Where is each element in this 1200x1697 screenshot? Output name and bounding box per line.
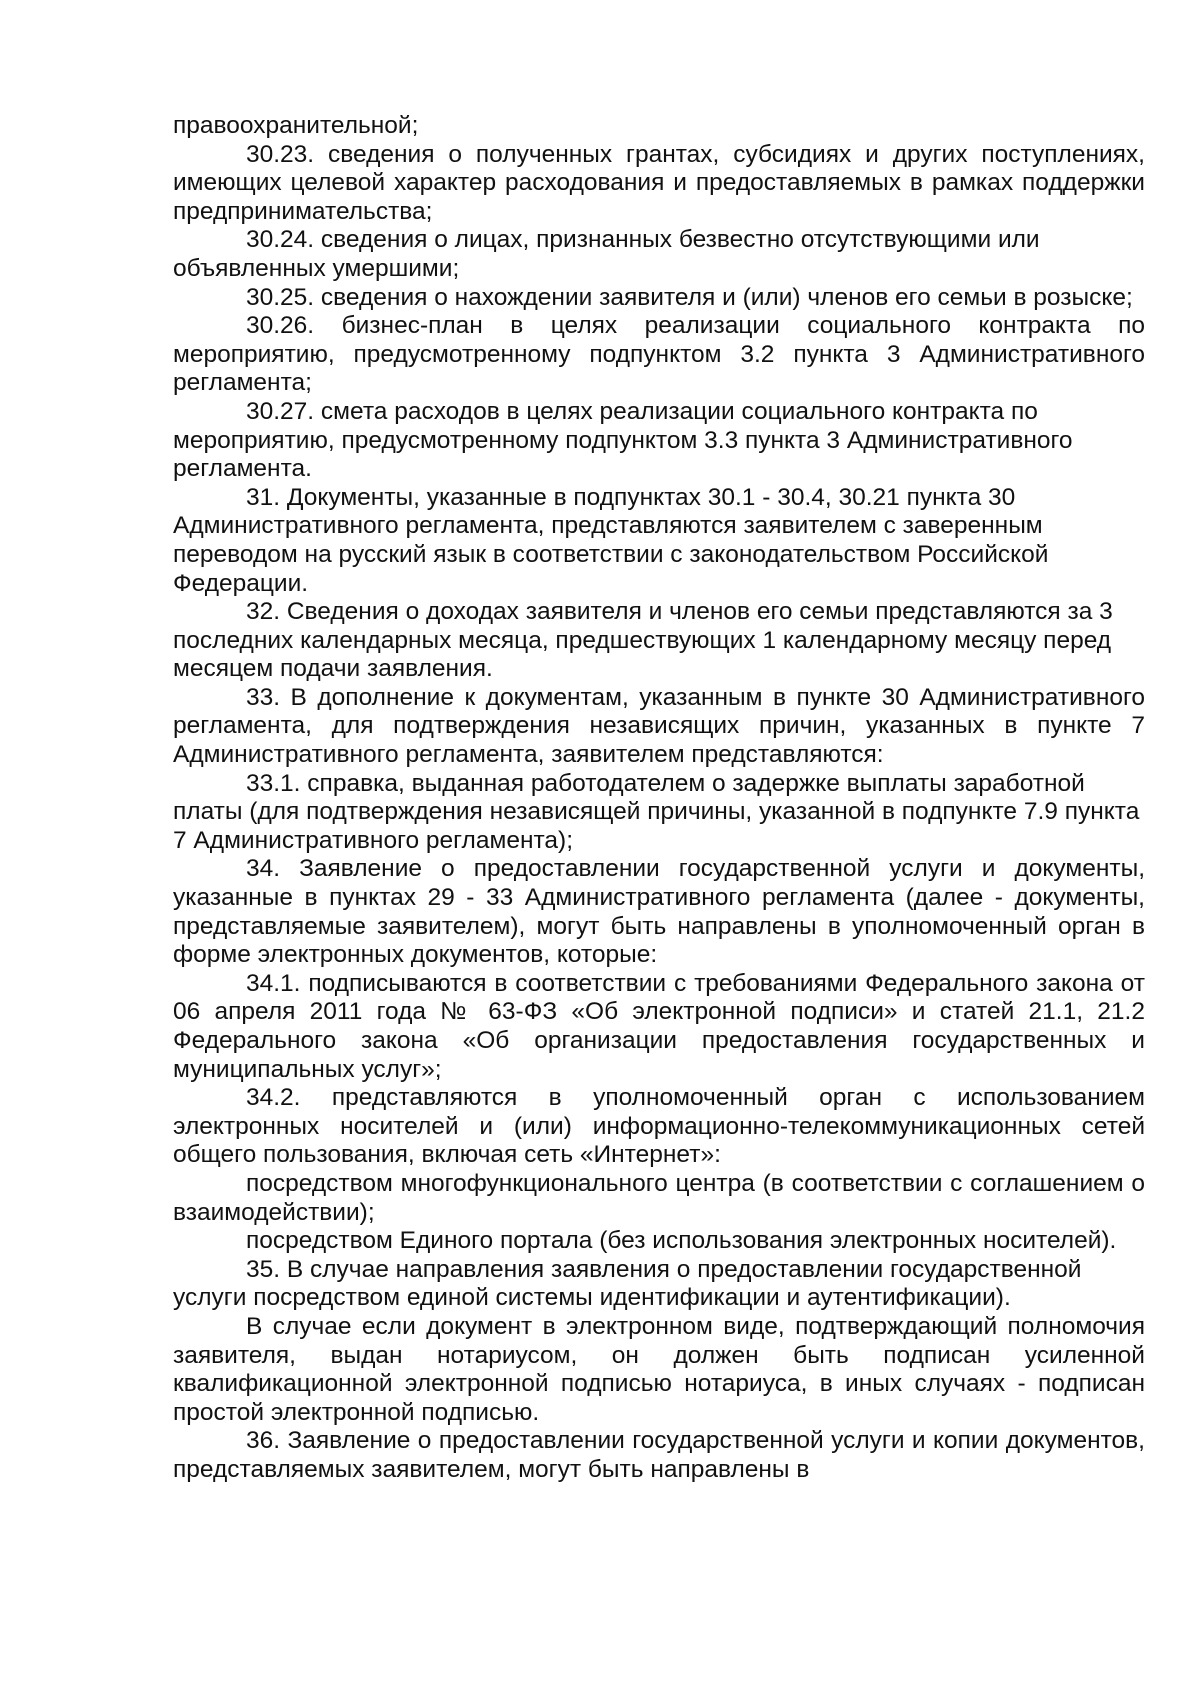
paragraph-30-26: 30.26. бизнес-план в целях реализации социального контракта по мероприятию, предусмотренному подпунктом 3.2 пункта 3 Административного регламента; bbox=[173, 312, 1145, 397]
paragraph-34-1: 34.1. подписываются в соответствии с требованиями Федерального закона от 06 апреля 2011 года № 63-ФЗ «Об электронной подписи» и статей 21.1, 21.2 Федерального закона «Об организации предоставления государственных и муниципальных услуг»; bbox=[173, 969, 1145, 1083]
paragraph-34: 34. Заявление о предоставлении государственной услуги и документы, указанные в пунктах 29 - 33 Административного регламента (далее - документы, представляемые заявителем), могут быть направлены в уполномоченный орган в форме электронных документов, которые: bbox=[173, 855, 1145, 969]
paragraph-35: 35. В случае направления заявления о предоставлении государственной услуги посредством единой системы идентификации и аутентификации). bbox=[173, 1255, 1082, 1312]
paragraph-36: 36. Заявление о предоставлении государственной услуги и копии документов, представляемых заявителем, могут быть направлены в bbox=[173, 1427, 1145, 1483]
paragraph-via-mfc: посредством многофункционального центра (в соответствии с соглашением о взаимодействии); bbox=[173, 1169, 1145, 1226]
paragraph-30-27: 30.27. смета расходов в целях реализации социального контракта по мероприятию, предусмотренному подпунктом 3.3 пункта 3 Административного регламента. bbox=[173, 397, 1073, 483]
paragraph-via-portal: посредством Единого портала (без использования электронных носителей). bbox=[246, 1227, 1117, 1255]
paragraph-30-24: 30.24. сведения о лицах, признанных безвестно отсутствующими или объявленных умершими; bbox=[173, 226, 1040, 282]
paragraph-32: 32. Сведения о доходах заявителя и членов его семьи представляются за 3 последних календарных месяца, предшествующих 1 календарному месяцу перед месяцем подачи заявления. bbox=[173, 598, 1113, 683]
paragraph-continuation: правоохранительной; bbox=[173, 112, 419, 139]
paragraph-31: 31. Документы, указанные в подпунктах 30.1 - 30.4, 30.21 пункта 30 Административного регламента, представляются заявителем с заверенным переводом на русский язык в соответствии с законодательством Российской Федерации. bbox=[173, 483, 1049, 597]
paragraph-30-25: 30.25. сведения о нахождении заявителя и (или) членов его семьи в розыске; bbox=[246, 283, 1133, 311]
paragraph-30-23: 30.23. сведения о полученных грантах, субсидиях и других поступлениях, имеющих целевой характер расходования и предоставляемых в рамках поддержки предпринимательства; bbox=[173, 140, 1145, 225]
paragraph-notary: В случае если документ в электронном виде, подтверждающий полномочия заявителя, выдан нотариусом, он должен быть подписан усиленной квалификационной электронной подписью нотариуса, в иных случаях - подписан простой электронной подписью. bbox=[173, 1312, 1145, 1426]
paragraph-33: 33. В дополнение к документам, указанным в пункте 30 Административного регламента, для подтверждения независящих причин, указанных в пункте 7 Административного регламента, заявителем представляются: bbox=[173, 683, 1145, 769]
document-page bbox=[173, 112, 1145, 1485]
paragraph-33-1: 33.1. справка, выданная работодателем о задержке выплаты заработной платы (для подтверждения независящей причины, указанной в подпункте 7.9 пункта 7 Административного регламента); bbox=[173, 769, 1140, 854]
paragraph-34-2: 34.2. представляются в уполномоченный орган с использованием электронных носителей и (или) информационно-телекоммуникационных сетей общего пользования, включая сеть «Интернет»: bbox=[173, 1084, 1145, 1169]
